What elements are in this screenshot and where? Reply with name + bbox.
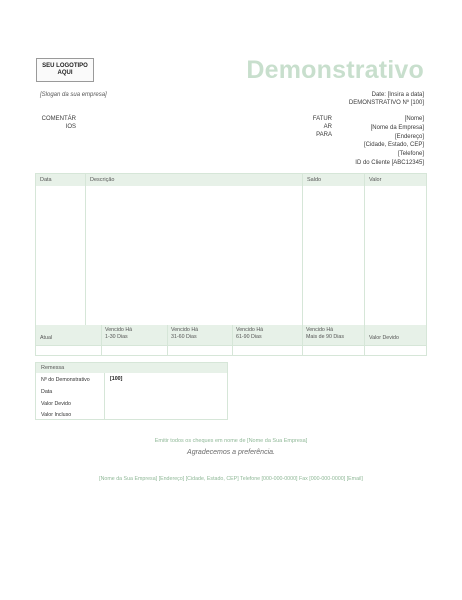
bill-to-label-line1: FATUR	[312, 116, 332, 122]
header-saldo: Saldo	[307, 177, 322, 183]
bill-to-label-line2: AR	[323, 124, 332, 130]
aging-current: Atual	[40, 335, 53, 341]
bill-to-name[interactable]: [Nome]	[404, 116, 424, 122]
remittance-label-amount-due: Valor Devido	[41, 401, 71, 407]
bill-to-details	[355, 115, 424, 168]
comments-label	[40, 115, 76, 131]
date-line[interactable]: Date: [Insira a data]	[371, 92, 424, 98]
logo-placeholder[interactable]	[36, 58, 94, 82]
aging-31-60-line1: Vencido Há	[171, 327, 199, 333]
aging-values-row[interactable]	[36, 345, 426, 356]
company-slogan[interactable]: [Slogan da sua empresa]	[40, 92, 107, 98]
aging-over-90	[306, 327, 344, 341]
statement-number-line[interactable]: DEMONSTRATIVO Nº [100]	[348, 100, 424, 106]
comments-label-line2: IOS	[65, 124, 76, 130]
remittance-title: Remessa	[41, 365, 65, 371]
bill-to-label-line3: PARA	[316, 132, 332, 138]
checks-payable-note[interactable]: Emitir todos os cheques em nome de [Nome da Sua Empresa]	[154, 438, 308, 444]
column-divider	[364, 174, 365, 325]
aging-31-60	[171, 327, 198, 341]
column-divider	[302, 174, 303, 325]
remittance-label-amount-enclosed: Valor Incluso	[41, 412, 72, 418]
remittance-divider	[104, 373, 105, 420]
aging-1-30	[105, 327, 132, 341]
bill-to-customer-id[interactable]: ID do Cliente [ABC12345]	[355, 159, 424, 166]
remittance-label-date: Data	[41, 389, 53, 395]
column-divider	[85, 174, 86, 325]
aging-over-90-line2: Mais de 90 Dias	[306, 334, 344, 340]
remittance-header	[36, 363, 227, 373]
bill-to-label	[302, 115, 332, 139]
logo-text-line2: AQUI	[57, 70, 73, 76]
bill-to-phone[interactable]: [Telefone]	[397, 151, 424, 158]
aging-61-90	[236, 327, 263, 341]
comments-label-line1: COMENTÁR	[41, 116, 76, 122]
aging-31-60-line2: 31-60 Dias	[171, 334, 197, 340]
aging-61-90-line2: 61-90 Dias	[236, 334, 262, 340]
remittance-box	[35, 362, 228, 420]
remittance-label-statement: Nº do Demonstrativo	[41, 377, 90, 383]
header-valor: Valor	[369, 177, 382, 183]
bill-to-city[interactable]: [Cidade, Estado, CEP]	[363, 142, 424, 149]
document-title: Demonstrativo	[246, 56, 424, 84]
header-descricao: Descrição	[90, 177, 115, 183]
logo-text-line1: SEU LOGOTIPO	[42, 63, 88, 69]
aging-61-90-line1: Vencido Há	[236, 327, 264, 333]
date-block	[349, 91, 424, 107]
bill-to-company[interactable]: [Nome da Empresa]	[370, 124, 424, 131]
thank-you-note: Agradecemos a preferência.	[187, 449, 275, 456]
aging-header-row	[36, 325, 426, 345]
bill-to-address[interactable]: [Endereço]	[394, 133, 424, 140]
aging-over-90-line1: Vencido Há	[306, 327, 334, 333]
header-data: Data	[40, 177, 52, 183]
aging-1-30-line1: Vencido Há	[105, 327, 133, 333]
aging-1-30-line2: 1-30 Dias	[105, 334, 128, 340]
company-contact-line[interactable]: [Nome da Sua Empresa] [Endereço] [Cidade, Estado, CEP] Telefone [000-000-0000] Fax [000-000-0000] [Email]	[99, 476, 363, 482]
statement-table	[35, 173, 427, 356]
remittance-value-statement[interactable]: [100]	[110, 376, 123, 382]
aging-amount-due: Valor Devido	[369, 335, 399, 341]
